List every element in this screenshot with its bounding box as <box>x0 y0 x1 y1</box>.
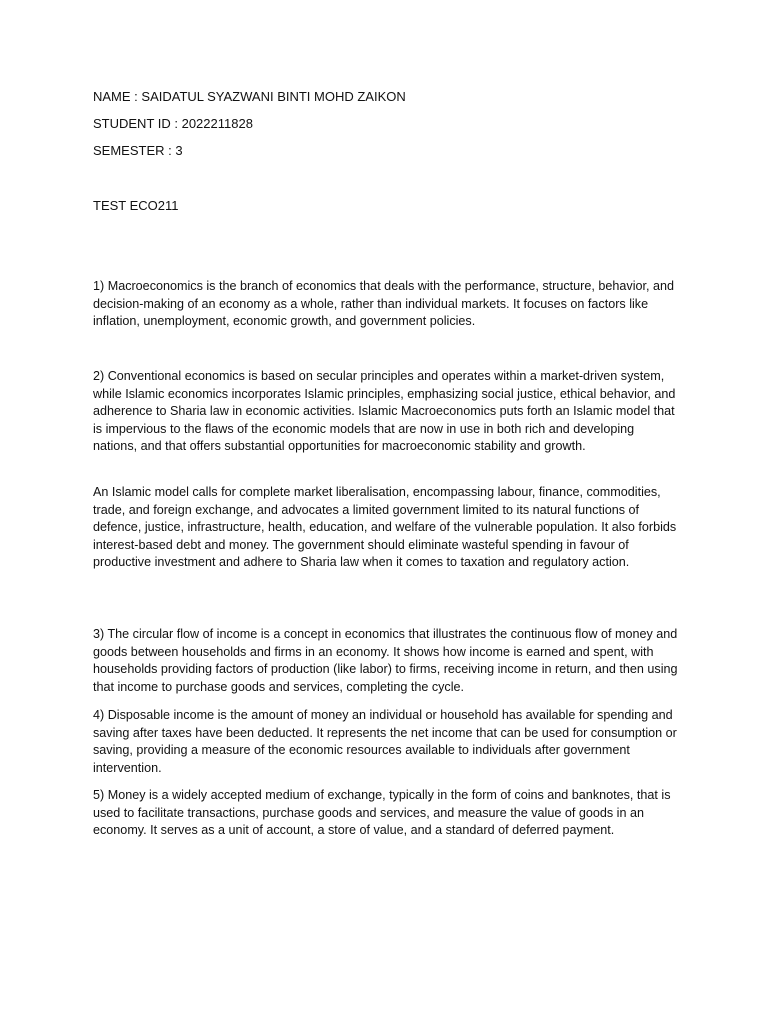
answer-2: 2) Conventional economics is based on secular principles and operates within a market-driven system, while Islamic economics incorporates Islamic principles, emphasizing social justice, ethical behavior, and adherence to Sharia law in economic activities. Islamic Macroeconomics puts forth an Islamic model that is impervious to the flaws of the economic models that are now in use in both rich and developing nations, and that offers substantial opportunities for macroeconomic stability and growth. <box>93 369 676 454</box>
test-title: TEST ECO211 <box>93 198 179 213</box>
answer-4: 4) Disposable income is the amount of money an individual or household has available for spending and saving after taxes have been deducted. It represents the net income that can be used for consumption or saving, providing a measure of the economic resources available to individuals after government intervention. <box>93 708 677 775</box>
student-id: STUDENT ID : 2022211828 <box>93 116 253 131</box>
answer-2-continued: An Islamic model calls for complete market liberalisation, encompassing labour, finance, commodities, trade, and foreign exchange, and advocates a limited government limited to its natural functions of defence, justice, infrastructure, health, education, and welfare of the vulnerable population. It also forbids interest-based debt and money. The government should eliminate wasteful spending in favour of productive investment and adhere to Sharia law when it comes to taxation and regulatory action. <box>93 485 677 570</box>
answer-3: 3) The circular flow of income is a concept in economics that illustrates the continuous flow of money and goods between households and firms in an economy. It shows how income is earned and spent, with households providing factors of production (like labor) to firms, receiving income in return, and then using that income to purchase goods and services, completing the cycle. <box>93 627 678 694</box>
semester: SEMESTER : 3 <box>93 143 183 158</box>
answer-1: 1) Macroeconomics is the branch of economics that deals with the performance, structure, behavior, and decision-making of an economy as a whole, rather than individual markets. It focuses on factors like inflation, unemployment, economic growth, and government policies. <box>93 279 675 329</box>
answer-5: 5) Money is a widely accepted medium of exchange, typically in the form of coins and banknotes, that is used to facilitate transactions, purchase goods and services, and measure the value of goods in an economy. It serves as a unit of account, a store of value, and a standard of deferred payment. <box>93 788 671 838</box>
student-name: NAME : SAIDATUL SYAZWANI BINTI MOHD ZAIKON <box>93 89 406 104</box>
